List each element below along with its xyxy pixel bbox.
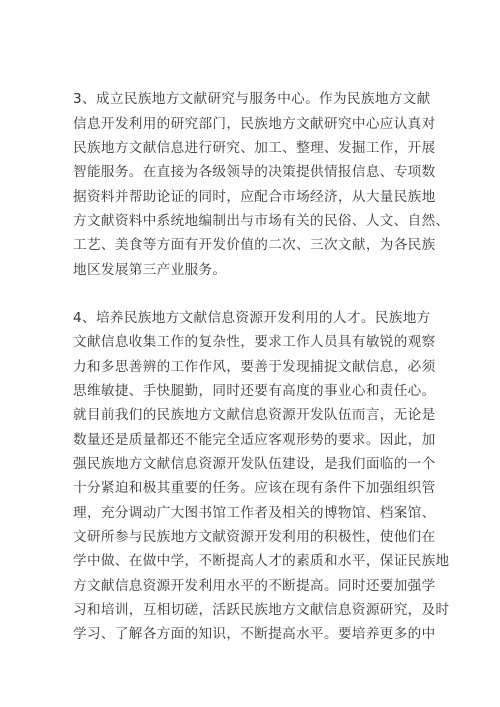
paragraph-line: 工艺、美食等方面有开发价值的二次、三次文献，为各民族 [73, 237, 436, 253]
paragraph-line: 学习、了解各方面的知识，不断提高水平。要培养更多的中 [73, 626, 436, 642]
paragraph-line: 地区发展第三产业服务。 [73, 262, 227, 278]
paragraph-line: 据资料并帮助论证的同时，应配合市场经济，从大量民族地 [73, 189, 436, 205]
paragraph-line: 文研所参与民族地方文献资源开发利用的积极性，使他们在 [73, 529, 436, 545]
paragraph-line: 3、成立民族地方文献研究与服务中心。作为民族地方文献 [73, 91, 431, 107]
paragraph-line: 习和培训，互相切磋，活跃民族地方文献信息资源研究，及时 [73, 602, 450, 618]
paragraph-line: 数量还是质量都还不能完全适应客观形势的要求。因此，加 [73, 432, 436, 448]
paragraph-line: 学中做、在做中学，不断提高人才的素质和水平，保证民族地 [73, 553, 450, 569]
paragraph-line: 文献信息收集工作的复杂性，要求工作人员具有敏锐的观察 [73, 334, 436, 350]
paragraph-line: 强民族地方文献信息资源开发队伍建设，是我们面临的一个 [73, 456, 436, 472]
paragraph-line: 民族地方文献信息进行研究、加工、整理、发掘工作，开展 [73, 140, 436, 156]
paragraph-line: 4、培养民族地方文献信息资源开发利用的人才。民族地方 [73, 310, 431, 326]
paragraph-line: 理，充分调动广大图书馆工作者及相关的博物馆、档案馆、 [73, 505, 436, 521]
paragraph-line: 信息开发利用的研究部门，民族地方文献研究中心应认真对 [73, 116, 436, 132]
paragraph-line: 思维敏捷、手快腿勤，同时还要有高度的事业心和责任心。 [73, 383, 436, 399]
paragraph-line: 十分紧迫和极其重要的任务。应该在现有条件下加强组织管 [73, 480, 436, 496]
paragraph-line: 就目前我们的民族地方文献信息资源开发队伍而言，无论是 [73, 407, 436, 423]
paragraph-line: 力和多思善辨的工作作风，要善于发现捕捉文献信息，必须 [73, 359, 436, 375]
paragraph-line: 方文献资料中系统地编制出与市场有关的民俗、人文、自然、 [73, 213, 450, 229]
paragraph-line: 智能服务。在直接为各级领导的决策提供情报信息、专项数 [73, 164, 436, 180]
paragraph-line: 方文献信息资源开发利用水平的不断提高。同时还要加强学 [73, 578, 436, 594]
